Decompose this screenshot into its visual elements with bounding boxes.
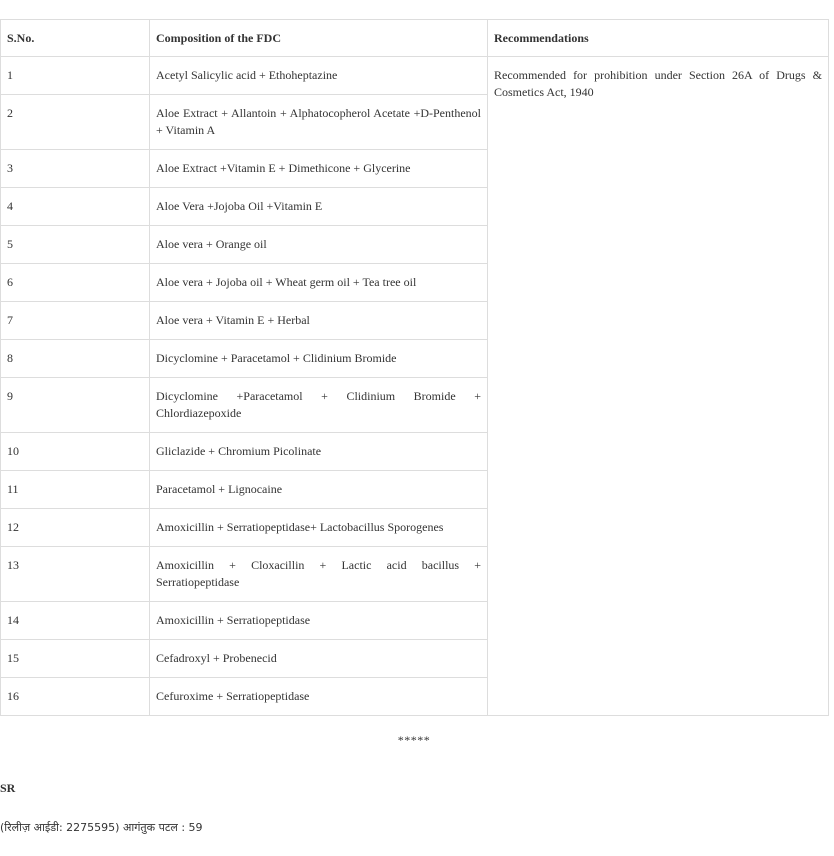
fdc-table bbox=[0, 19, 829, 716]
table-row bbox=[1, 57, 829, 95]
row-sno: 2 bbox=[1, 95, 150, 150]
row-sno: 9 bbox=[1, 378, 150, 433]
row-composition: Amoxicillin + Serratiopeptidase+ Lactobacillus Sporogenes bbox=[150, 509, 488, 547]
row-composition: Aloe vera + Vitamin E + Herbal bbox=[150, 302, 488, 340]
row-composition: Aloe Extract + Allantoin + Alphatocopherol Acetate +D-Penthenol + Vitamin A bbox=[150, 95, 488, 150]
row-sno: 10 bbox=[1, 433, 150, 471]
row-composition: Dicyclomine +Paracetamol + Clidinium Bromide + Chlordiazepoxide bbox=[150, 378, 488, 433]
row-sno: 8 bbox=[1, 340, 150, 378]
row-composition: Cefadroxyl + Probenecid bbox=[150, 640, 488, 678]
row-composition: Gliclazide + Chromium Picolinate bbox=[150, 433, 488, 471]
row-composition: Aloe vera + Orange oil bbox=[150, 226, 488, 264]
row-composition: Acetyl Salicylic acid + Ethoheptazine bbox=[150, 57, 488, 95]
row-sno: 4 bbox=[1, 188, 150, 226]
row-sno: 7 bbox=[1, 302, 150, 340]
row-sno: 16 bbox=[1, 678, 150, 716]
header-composition: Composition of the FDC bbox=[150, 20, 488, 57]
row-composition: Amoxicillin + Serratiopeptidase bbox=[150, 602, 488, 640]
row-sno: 3 bbox=[1, 150, 150, 188]
recommendation-cell: Recommended for prohibition under Section 26A of Drugs & Cosmetics Act, 1940 bbox=[488, 57, 829, 716]
row-sno: 13 bbox=[1, 547, 150, 602]
header-recommendations: Recommendations bbox=[488, 20, 829, 57]
row-composition: Paracetamol + Lignocaine bbox=[150, 471, 488, 509]
row-sno: 12 bbox=[1, 509, 150, 547]
row-sno: 15 bbox=[1, 640, 150, 678]
table-header-row bbox=[1, 20, 829, 57]
row-sno: 6 bbox=[1, 264, 150, 302]
row-composition: Amoxicillin + Cloxacillin + Lactic acid bacillus + Serratiopeptidase bbox=[150, 547, 488, 602]
row-composition: Aloe Vera +Jojoba Oil +Vitamin E bbox=[150, 188, 488, 226]
row-composition: Aloe vera + Jojoba oil + Wheat germ oil + Tea tree oil bbox=[150, 264, 488, 302]
row-sno: 11 bbox=[1, 471, 150, 509]
release-id-text: (रिलीज़ आईडी: 2275595) आगंतुक पटल : 59 bbox=[0, 821, 203, 834]
row-sno: 5 bbox=[1, 226, 150, 264]
row-sno: 14 bbox=[1, 602, 150, 640]
header-sno: S.No. bbox=[1, 20, 150, 57]
row-composition: Dicyclomine + Paracetamol + Clidinium Bromide bbox=[150, 340, 488, 378]
row-composition: Cefuroxime + Serratiopeptidase bbox=[150, 678, 488, 716]
separator-stars: ***** bbox=[397, 733, 431, 747]
row-composition: Aloe Extract +Vitamin E + Dimethicone + Glycerine bbox=[150, 150, 488, 188]
row-sno: 1 bbox=[1, 57, 150, 95]
signoff-initials: SR bbox=[0, 781, 16, 795]
